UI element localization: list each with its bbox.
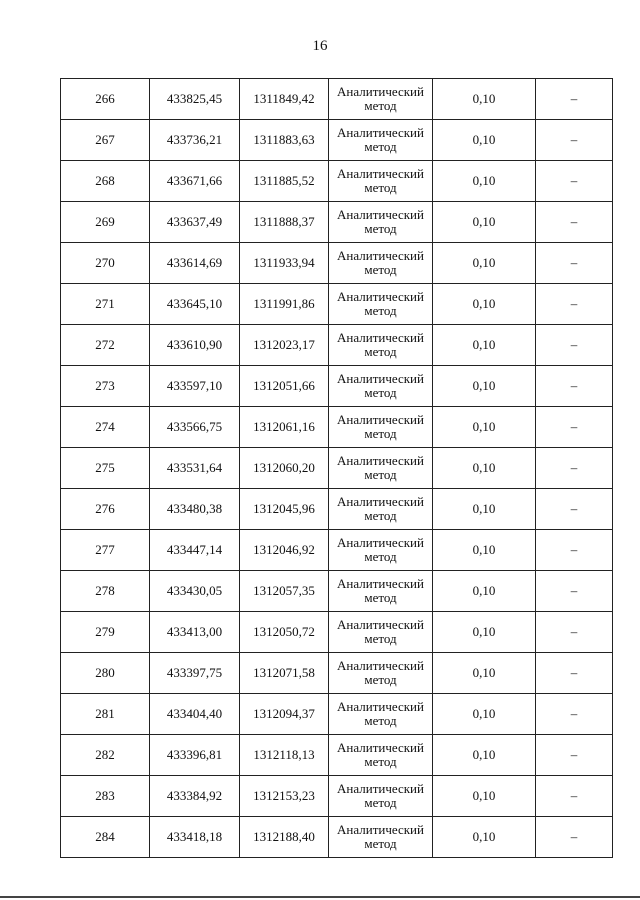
- y-coordinate-cell: 1311883,63: [240, 120, 329, 161]
- table-row: [61, 407, 613, 448]
- method-line-1: Аналитический: [337, 289, 424, 304]
- method-line-2: метод: [364, 303, 397, 318]
- point-number-cell: 269: [61, 202, 150, 243]
- x-coordinate-cell: 433396,81: [150, 735, 240, 776]
- y-coordinate-cell: 1312188,40: [240, 817, 329, 858]
- method-line-1: Аналитический: [337, 330, 424, 345]
- method-line-2: метод: [364, 713, 397, 728]
- table-row: [61, 489, 613, 530]
- method-cell: [329, 735, 433, 776]
- accuracy-cell: 0,10: [433, 653, 536, 694]
- description-cell: –: [536, 530, 613, 571]
- point-number-cell: 281: [61, 694, 150, 735]
- description-cell: –: [536, 776, 613, 817]
- description-cell: –: [536, 120, 613, 161]
- page-number: 16: [312, 38, 328, 54]
- coordinates-table-body: [61, 79, 613, 858]
- x-coordinate-cell: 433825,45: [150, 79, 240, 120]
- description-cell: –: [536, 161, 613, 202]
- accuracy-cell: 0,10: [433, 530, 536, 571]
- table-row: [61, 79, 613, 120]
- method-line-1: Аналитический: [337, 576, 424, 591]
- description-cell: –: [536, 202, 613, 243]
- accuracy-cell: 0,10: [433, 612, 536, 653]
- y-coordinate-cell: 1311885,52: [240, 161, 329, 202]
- method-line-2: метод: [364, 426, 397, 441]
- method-cell: [329, 161, 433, 202]
- method-line-1: Аналитический: [337, 781, 424, 796]
- method-line-2: метод: [364, 631, 397, 646]
- method-cell: [329, 284, 433, 325]
- x-coordinate-cell: 433404,40: [150, 694, 240, 735]
- accuracy-cell: 0,10: [433, 120, 536, 161]
- method-cell: [329, 817, 433, 858]
- method-cell: [329, 776, 433, 817]
- table-row: [61, 735, 613, 776]
- method-line-1: Аналитический: [337, 699, 424, 714]
- accuracy-cell: 0,10: [433, 694, 536, 735]
- accuracy-cell: 0,10: [433, 243, 536, 284]
- x-coordinate-cell: 433447,14: [150, 530, 240, 571]
- method-line-1: Аналитический: [337, 453, 424, 468]
- y-coordinate-cell: 1312046,92: [240, 530, 329, 571]
- method-line-1: Аналитический: [337, 371, 424, 386]
- method-cell: [329, 448, 433, 489]
- method-line-2: метод: [364, 344, 397, 359]
- method-line-1: Аналитический: [337, 658, 424, 673]
- table-row: [61, 284, 613, 325]
- accuracy-cell: 0,10: [433, 161, 536, 202]
- table-row: [61, 817, 613, 858]
- description-cell: –: [536, 325, 613, 366]
- point-number-cell: 267: [61, 120, 150, 161]
- x-coordinate-cell: 433736,21: [150, 120, 240, 161]
- x-coordinate-cell: 433610,90: [150, 325, 240, 366]
- description-cell: –: [536, 653, 613, 694]
- description-cell: –: [536, 79, 613, 120]
- accuracy-cell: 0,10: [433, 448, 536, 489]
- coordinates-table: [60, 78, 613, 858]
- x-coordinate-cell: 433397,75: [150, 653, 240, 694]
- accuracy-cell: 0,10: [433, 366, 536, 407]
- point-number-cell: 279: [61, 612, 150, 653]
- x-coordinate-cell: 433480,38: [150, 489, 240, 530]
- point-number-cell: 266: [61, 79, 150, 120]
- point-number-cell: 271: [61, 284, 150, 325]
- method-cell: [329, 120, 433, 161]
- method-line-2: метод: [364, 672, 397, 687]
- y-coordinate-cell: 1311933,94: [240, 243, 329, 284]
- y-coordinate-cell: 1312061,16: [240, 407, 329, 448]
- method-cell: [329, 694, 433, 735]
- x-coordinate-cell: 433671,66: [150, 161, 240, 202]
- method-line-2: метод: [364, 98, 397, 113]
- y-coordinate-cell: 1312153,23: [240, 776, 329, 817]
- accuracy-cell: 0,10: [433, 776, 536, 817]
- method-cell: [329, 243, 433, 284]
- point-number-cell: 272: [61, 325, 150, 366]
- method-cell: [329, 530, 433, 571]
- bottom-scan-edge: [0, 896, 640, 898]
- x-coordinate-cell: 433645,10: [150, 284, 240, 325]
- point-number-cell: 270: [61, 243, 150, 284]
- method-cell: [329, 202, 433, 243]
- description-cell: –: [536, 735, 613, 776]
- method-line-2: метод: [364, 836, 397, 851]
- method-line-1: Аналитический: [337, 207, 424, 222]
- table-row: [61, 448, 613, 489]
- method-line-2: метод: [364, 590, 397, 605]
- table-row: [61, 571, 613, 612]
- method-line-1: Аналитический: [337, 125, 424, 140]
- method-line-2: метод: [364, 467, 397, 482]
- x-coordinate-cell: 433614,69: [150, 243, 240, 284]
- method-line-1: Аналитический: [337, 740, 424, 755]
- x-coordinate-cell: 433566,75: [150, 407, 240, 448]
- y-coordinate-cell: 1312060,20: [240, 448, 329, 489]
- table-row: [61, 366, 613, 407]
- y-coordinate-cell: 1311888,37: [240, 202, 329, 243]
- method-line-2: метод: [364, 754, 397, 769]
- x-coordinate-cell: 433413,00: [150, 612, 240, 653]
- method-line-1: Аналитический: [337, 248, 424, 263]
- x-coordinate-cell: 433597,10: [150, 366, 240, 407]
- method-line-1: Аналитический: [337, 617, 424, 632]
- method-line-1: Аналитический: [337, 535, 424, 550]
- method-line-2: метод: [364, 139, 397, 154]
- accuracy-cell: 0,10: [433, 735, 536, 776]
- y-coordinate-cell: 1312057,35: [240, 571, 329, 612]
- point-number-cell: 274: [61, 407, 150, 448]
- point-number-cell: 275: [61, 448, 150, 489]
- method-cell: [329, 79, 433, 120]
- method-cell: [329, 489, 433, 530]
- method-cell: [329, 407, 433, 448]
- method-line-2: метод: [364, 549, 397, 564]
- description-cell: –: [536, 817, 613, 858]
- y-coordinate-cell: 1312071,58: [240, 653, 329, 694]
- table-row: [61, 120, 613, 161]
- point-number-cell: 280: [61, 653, 150, 694]
- method-cell: [329, 653, 433, 694]
- description-cell: –: [536, 284, 613, 325]
- accuracy-cell: 0,10: [433, 407, 536, 448]
- point-number-cell: 284: [61, 817, 150, 858]
- table-row: [61, 694, 613, 735]
- accuracy-cell: 0,10: [433, 79, 536, 120]
- method-cell: [329, 366, 433, 407]
- point-number-cell: 278: [61, 571, 150, 612]
- method-cell: [329, 612, 433, 653]
- point-number-cell: 276: [61, 489, 150, 530]
- y-coordinate-cell: 1311991,86: [240, 284, 329, 325]
- table-row: [61, 776, 613, 817]
- y-coordinate-cell: 1312094,37: [240, 694, 329, 735]
- method-line-1: Аналитический: [337, 822, 424, 837]
- method-line-2: метод: [364, 180, 397, 195]
- table-row: [61, 202, 613, 243]
- x-coordinate-cell: 433531,64: [150, 448, 240, 489]
- y-coordinate-cell: 1311849,42: [240, 79, 329, 120]
- method-line-1: Аналитический: [337, 84, 424, 99]
- description-cell: –: [536, 243, 613, 284]
- y-coordinate-cell: 1312051,66: [240, 366, 329, 407]
- description-cell: –: [536, 489, 613, 530]
- description-cell: –: [536, 571, 613, 612]
- accuracy-cell: 0,10: [433, 571, 536, 612]
- accuracy-cell: 0,10: [433, 489, 536, 530]
- table-row: [61, 161, 613, 202]
- accuracy-cell: 0,10: [433, 202, 536, 243]
- description-cell: –: [536, 366, 613, 407]
- x-coordinate-cell: 433418,18: [150, 817, 240, 858]
- table-row: [61, 243, 613, 284]
- y-coordinate-cell: 1312023,17: [240, 325, 329, 366]
- method-line-1: Аналитический: [337, 494, 424, 509]
- point-number-cell: 273: [61, 366, 150, 407]
- table-row: [61, 530, 613, 571]
- point-number-cell: 283: [61, 776, 150, 817]
- accuracy-cell: 0,10: [433, 817, 536, 858]
- method-line-2: метод: [364, 221, 397, 236]
- y-coordinate-cell: 1312118,13: [240, 735, 329, 776]
- x-coordinate-cell: 433430,05: [150, 571, 240, 612]
- method-line-1: Аналитический: [337, 412, 424, 427]
- point-number-cell: 277: [61, 530, 150, 571]
- table-row: [61, 653, 613, 694]
- y-coordinate-cell: 1312050,72: [240, 612, 329, 653]
- method-line-2: метод: [364, 508, 397, 523]
- method-cell: [329, 325, 433, 366]
- description-cell: –: [536, 694, 613, 735]
- method-line-2: метод: [364, 795, 397, 810]
- description-cell: –: [536, 612, 613, 653]
- y-coordinate-cell: 1312045,96: [240, 489, 329, 530]
- method-line-1: Аналитический: [337, 166, 424, 181]
- description-cell: –: [536, 407, 613, 448]
- point-number-cell: 282: [61, 735, 150, 776]
- accuracy-cell: 0,10: [433, 284, 536, 325]
- accuracy-cell: 0,10: [433, 325, 536, 366]
- method-line-2: метод: [364, 385, 397, 400]
- table-row: [61, 325, 613, 366]
- x-coordinate-cell: 433637,49: [150, 202, 240, 243]
- point-number-cell: 268: [61, 161, 150, 202]
- method-line-2: метод: [364, 262, 397, 277]
- description-cell: –: [536, 448, 613, 489]
- x-coordinate-cell: 433384,92: [150, 776, 240, 817]
- method-cell: [329, 571, 433, 612]
- table-row: [61, 612, 613, 653]
